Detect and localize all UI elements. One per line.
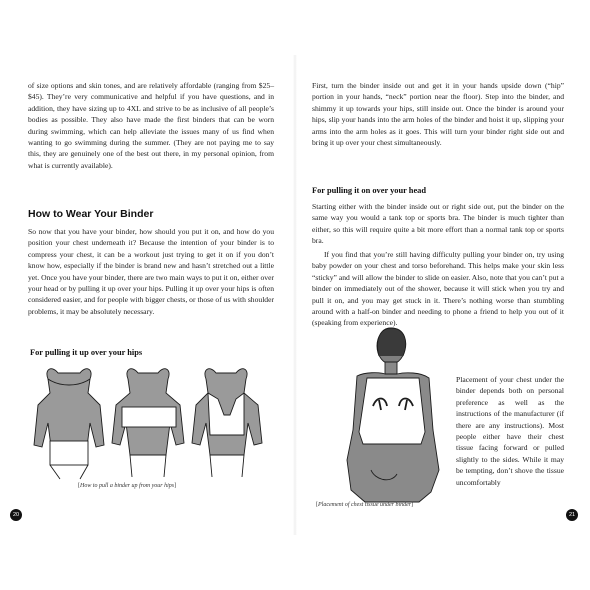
binder-hips-illustration [30, 365, 270, 480]
hips-subheading: For pulling it up over your hips [30, 348, 143, 357]
head-instructions-paragraph: Starting either with the binder inside out or right side out, put the binder on the same way you would a tank top or sports bra. The binder is much tighter than either, so this will require quite a bit more effort than a normal tank top or sports bra. [312, 202, 564, 246]
placement-caption: [Placement of chest tissue under binder] [316, 502, 414, 508]
figure-1 [34, 369, 104, 479]
figure-3 [192, 369, 262, 477]
tips-paragraph: If you find that you’re still having difficulty pulling your binder on, try using baby powder on your chest and torso beforehand. This helps make your skin less “sticky” and will allow the binder to slide on easier. Also, note that you can’t put a binder on immediately out of the shower, because it will stick when you try and pull it on, and you may get stuck in it. There’s nothing worse than stumbling around with a half-on binder and needing to phone a friend to help you out of it (speaking from experience). [312, 250, 564, 328]
hips-caption: [How to pull a binder up from your hips] [78, 483, 177, 489]
intro-paragraph: of size options and skin tones, and are relatively affordable (ranging from $25–$45). They’re very communicative and helpful if you have questions, and in addition, they have sizing up to 4XL and strive to be as inclusive of all people’s bodies as possible. They also have made the first binders that can be worn during swimming, which can help alleviate the issues many of us find when wanting to go swimming during the summer. (They are not paying me to say this, they are genuinely one of the best out there, in my personal opinion, from what is currently available). [28, 81, 274, 170]
head-subheading: For pulling it on over your head [312, 186, 427, 195]
binder [359, 378, 425, 444]
neck [385, 362, 397, 374]
placement-paragraph: Placement of your chest under the binder depends both on personal preference as well as the instructions of the manufacturer (if there are any instructions). Most people either have their chest tissue facing forward or pulled slightly to the sides. While it may be tempting, don’t shove the tissue uncomfortably [456, 375, 564, 487]
chest-placement-illustration [335, 320, 455, 505]
figure-2 [112, 369, 184, 477]
hips-instructions-paragraph: First, turn the binder inside out and get it in your hands upside down (“hip” portion in your hands, “neck” portion near the floor). Step into the binder, and shimmy it up towards your hips, still inside out. Once the binder is around your hips, slip your hands into the arm holes of the binder and hoist it up, slipping your arms into the arm holes as it goes. This will turn your binder right side out and bring it up over your chest simultaneously. [312, 81, 564, 148]
right-page-number: 21 [566, 509, 578, 521]
section-heading: How to Wear Your Binder [28, 208, 154, 220]
left-page-number: 20 [10, 509, 22, 521]
right-page [295, 0, 590, 590]
body-paragraph: So now that you have your binder, how should you put it on, and how do you position your chest underneath it? Because the intention of your binder is to compress your chest, it can be a workout just trying to get it on if you don’t know how, especially if the binder is brand new and hasn’t stretched out a little yet. Once you have your binder, there are two main ways to put it on, either over your head or by pulling it up over your hips. Pulling it up over your hips is often considered easier, and for people with bigger chests, or those of us with shoulder problems, it may be absolutely necessary. [28, 227, 274, 316]
